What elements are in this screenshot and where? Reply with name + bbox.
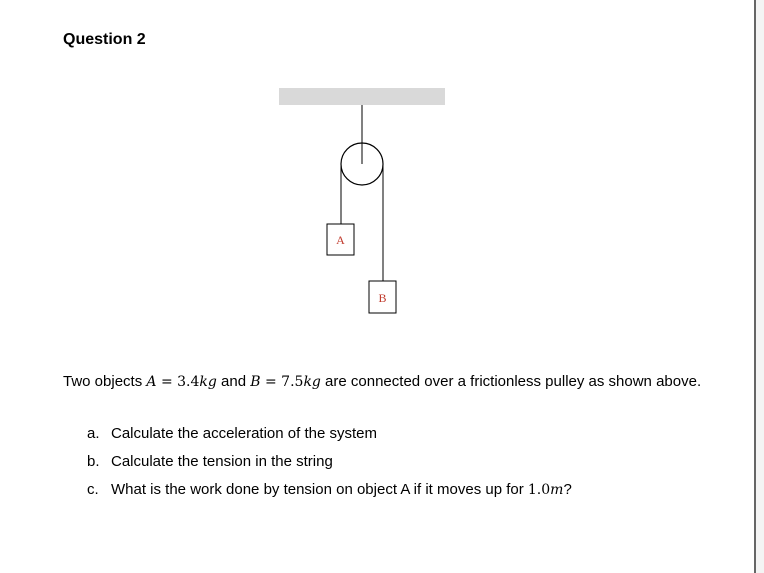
math-distance	[528, 482, 564, 498]
question-list	[87, 420, 572, 504]
eq-b: =	[260, 374, 282, 390]
var-a: A	[146, 374, 157, 390]
var-b: B	[250, 374, 261, 390]
distance-value: 1.0	[527, 482, 551, 498]
question-suffix: ?	[563, 481, 572, 498]
box-a-label: A	[336, 233, 345, 247]
list-marker: b.	[87, 453, 100, 470]
list-item	[87, 476, 572, 504]
math-mass-b	[250, 374, 321, 390]
unit-b: kg	[303, 374, 321, 390]
val-b: 7.5	[281, 374, 304, 390]
box-b-label: B	[378, 291, 387, 305]
list-item	[87, 448, 572, 476]
distance-unit: m	[550, 482, 564, 498]
intro-text: Two objects	[63, 373, 147, 390]
question-text	[111, 476, 572, 504]
question-text: Calculate the acceleration of the system	[111, 425, 377, 442]
list-marker: a.	[87, 425, 100, 442]
ceiling-support	[279, 88, 445, 105]
question-text: Calculate the tension in the string	[111, 453, 333, 470]
val-a: 3.4	[177, 374, 200, 390]
and-text: and	[216, 373, 251, 390]
question-heading: Question 2	[63, 31, 146, 48]
math-mass-a	[146, 374, 216, 390]
problem-statement	[63, 368, 703, 396]
unit-a: kg	[199, 374, 217, 390]
list-marker: c.	[87, 481, 99, 498]
question-text-main: What is the work done by tension on object A if it moves up for	[111, 481, 528, 498]
intro-text-2: are connected over a frictionless pulley as shown above.	[320, 373, 702, 390]
eq-a: =	[156, 374, 178, 390]
list-item	[87, 420, 572, 448]
